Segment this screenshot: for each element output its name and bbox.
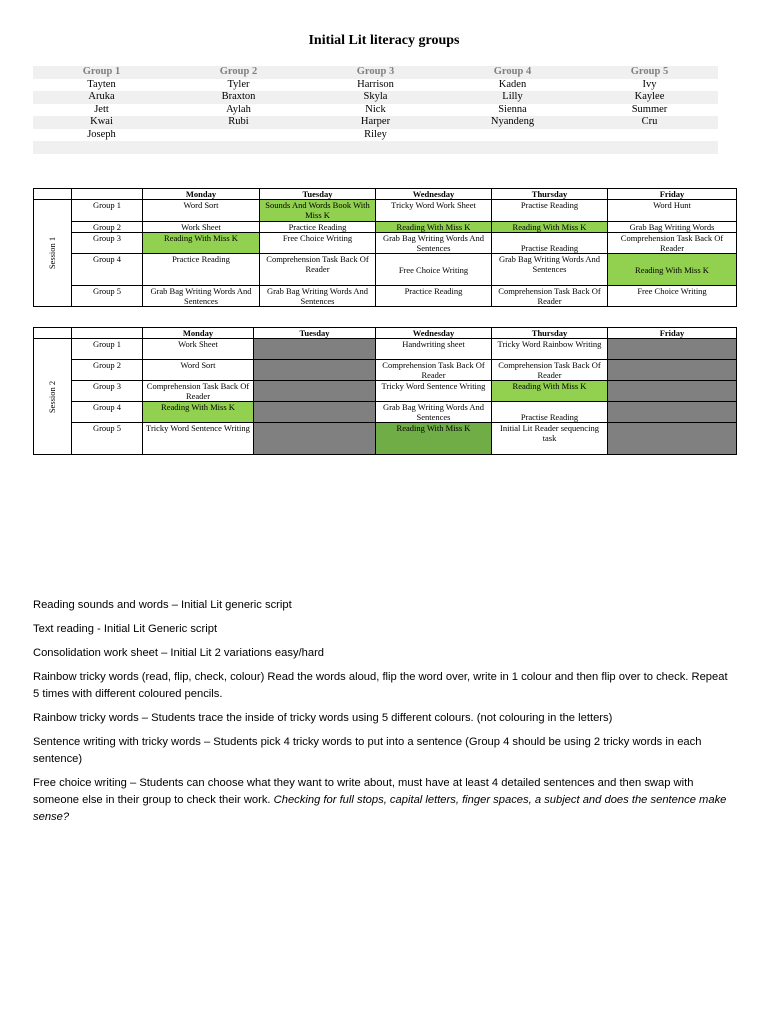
activity-cell: Comprehension Task Back Of Reader xyxy=(492,360,608,381)
schedule-row xyxy=(34,423,737,455)
groups-header-row xyxy=(33,66,718,79)
group-label: Group 4 xyxy=(72,402,143,423)
activity-cell: Reading With Miss K xyxy=(492,222,608,233)
activity-cell: Initial Lit Reader sequencing task xyxy=(492,423,608,455)
day-header: Tuesday xyxy=(254,328,376,339)
group-header: Group 1 xyxy=(82,66,121,77)
note-item xyxy=(33,669,733,703)
schedule-row xyxy=(34,233,737,254)
day-header: Wednesday xyxy=(376,328,492,339)
student-name: Rubi xyxy=(228,116,249,127)
group-header: Group 4 xyxy=(493,66,532,77)
session-label xyxy=(34,339,72,455)
student-name: Cru xyxy=(641,116,658,127)
schedule-row xyxy=(34,286,737,307)
groups-row xyxy=(33,91,718,104)
schedule-row xyxy=(34,381,737,402)
day-header: Thursday xyxy=(492,189,608,200)
groups-row xyxy=(33,141,718,154)
activity-cell: Practise Reading xyxy=(492,233,608,254)
schedule-row xyxy=(34,200,737,222)
activity-cell: Reading With Miss K xyxy=(143,402,254,423)
student-name xyxy=(581,141,718,154)
group-label: Group 1 xyxy=(72,200,143,222)
student-name: Summer xyxy=(631,103,668,115)
activity-cell: Reading With Miss K xyxy=(143,233,260,254)
activity-cell: Handwriting sheet xyxy=(376,339,492,360)
note-text: Consolidation work sheet – Initial Lit 2 variations easy/hard xyxy=(33,647,325,659)
activity-cell xyxy=(254,360,376,381)
activity-cell xyxy=(608,381,737,402)
activity-cell: Grab Bag Writing Words And Sentences xyxy=(492,254,608,286)
group-label: Group 4 xyxy=(72,254,143,286)
note-item xyxy=(33,775,733,826)
group-label: Group 2 xyxy=(72,222,143,233)
student-name: Kaden xyxy=(498,78,527,90)
session-1-table xyxy=(33,188,737,307)
group-header: Group 3 xyxy=(356,66,395,77)
student-name xyxy=(444,129,581,142)
activity-cell: Practise Reading xyxy=(492,402,608,423)
note-item xyxy=(33,645,733,662)
activity-cell: Reading With Miss K xyxy=(376,222,492,233)
student-name xyxy=(581,129,718,142)
activity-cell: Reading With Miss K xyxy=(608,254,737,286)
student-name xyxy=(307,141,444,154)
activity-cell xyxy=(608,402,737,423)
schedule-row xyxy=(34,222,737,233)
day-header: Friday xyxy=(608,189,737,200)
activity-cell: Reading With Miss K xyxy=(376,423,492,455)
activity-cell: Grab Bag Writing Words And Sentences xyxy=(376,233,492,254)
groups-table xyxy=(33,66,718,154)
page-title: Initial Lit literacy groups xyxy=(308,33,460,48)
student-name: Lilly xyxy=(502,91,523,102)
day-header: Monday xyxy=(143,328,254,339)
note-italic-text: Checking for full stops, capital letters, finger spaces, a subject and does the sentence make sense? xyxy=(33,794,727,823)
day-header: Monday xyxy=(143,189,260,200)
activity-cell: Comprehension Task Back Of Reader xyxy=(260,254,376,286)
session-label-text: Session 1 xyxy=(47,236,58,270)
day-header: Wednesday xyxy=(376,189,492,200)
activity-cell: Word Sort xyxy=(143,200,260,222)
activity-cell xyxy=(608,360,737,381)
student-name xyxy=(170,141,307,154)
student-name: Nick xyxy=(365,103,386,115)
activity-cell xyxy=(254,402,376,423)
activity-cell xyxy=(254,339,376,360)
activity-cell: Grab Bag Writing Words And Sentences xyxy=(260,286,376,307)
student-name: Jett xyxy=(94,103,109,115)
activity-cell: Practise Reading xyxy=(492,200,608,222)
student-name xyxy=(170,129,307,142)
student-name: Skyla xyxy=(363,91,388,102)
note-text: Reading sounds and words – Initial Lit generic script xyxy=(33,599,292,611)
student-name: Tyler xyxy=(227,78,250,90)
activity-cell: Tricky Word Rainbow Writing xyxy=(492,339,608,360)
group-label: Group 1 xyxy=(72,339,143,360)
group-label: Group 3 xyxy=(72,233,143,254)
activity-cell: Free Choice Writing xyxy=(376,254,492,286)
activity-cell xyxy=(254,423,376,455)
student-name: Harper xyxy=(360,116,391,127)
group-label: Group 3 xyxy=(72,381,143,402)
note-item xyxy=(33,597,733,614)
session-label xyxy=(34,200,72,307)
activity-cell: Grab Bag Writing Words xyxy=(608,222,737,233)
student-name: Riley xyxy=(364,128,387,140)
student-name: Tayten xyxy=(87,78,116,90)
activity-notes xyxy=(33,597,733,833)
group-label: Group 5 xyxy=(72,286,143,307)
student-name: Braxton xyxy=(221,91,256,102)
group-label: Group 5 xyxy=(72,423,143,455)
activity-cell: Word Sort xyxy=(143,360,254,381)
activity-cell: Tricky Word Sentence Writing xyxy=(143,423,254,455)
student-name: Kwai xyxy=(90,116,113,127)
student-name: Aylah xyxy=(226,103,251,115)
activity-cell: Work Sheet xyxy=(143,222,260,233)
student-name xyxy=(33,141,170,154)
activity-cell: Comprehension Task Back Of Reader xyxy=(492,286,608,307)
student-name: Aruka xyxy=(88,91,115,102)
activity-cell: Tricky Word Sentence Writing xyxy=(376,381,492,402)
activity-cell xyxy=(608,339,737,360)
session-2-table xyxy=(33,327,737,455)
schedule-row xyxy=(34,402,737,423)
groups-row xyxy=(33,104,718,117)
corner-cell xyxy=(34,328,72,339)
activity-cell: Free Choice Writing xyxy=(608,286,737,307)
activity-cell: Practice Reading xyxy=(143,254,260,286)
note-item xyxy=(33,734,733,768)
note-text: Sentence writing with tricky words – Students pick 4 tricky words to put into a sentence (Group 4 should be using 2 tricky words in each sentence) xyxy=(33,736,702,765)
schedule-row xyxy=(34,254,737,286)
activity-cell: Practice Reading xyxy=(260,222,376,233)
activity-cell: Tricky Word Work Sheet xyxy=(376,200,492,222)
activity-cell: Comprehension Task Back Of Reader xyxy=(376,360,492,381)
activity-cell xyxy=(608,423,737,455)
note-text: Free choice writing – Students can choose what they want to write about, must have at least 4 detailed sentences and then swap with someone else in their group to check their work. xyxy=(33,777,694,806)
activity-cell xyxy=(254,381,376,402)
student-name: Kaylee xyxy=(634,91,665,102)
student-name: Nyandeng xyxy=(490,116,535,127)
corner-cell xyxy=(34,189,72,200)
student-name: Harrison xyxy=(357,78,394,90)
groups-row xyxy=(33,129,718,142)
corner-cell xyxy=(72,328,143,339)
activity-cell: Comprehension Task Back Of Reader xyxy=(608,233,737,254)
activity-cell: Reading With Miss K xyxy=(492,381,608,402)
activity-cell: Word Hunt xyxy=(608,200,737,222)
group-header: Group 5 xyxy=(630,66,669,77)
activity-cell: Free Choice Writing xyxy=(260,233,376,254)
schedule-row xyxy=(34,360,737,381)
student-name: Ivy xyxy=(642,78,657,90)
note-text: Text reading - Initial Lit Generic script xyxy=(33,623,218,635)
activity-cell: Grab Bag Writing Words And Sentences xyxy=(376,402,492,423)
schedule-row xyxy=(34,339,737,360)
activity-cell: Work Sheet xyxy=(143,339,254,360)
day-header: Friday xyxy=(608,328,737,339)
session-label-text: Session 2 xyxy=(47,380,58,413)
student-name: Sienna xyxy=(498,103,527,115)
day-header: Thursday xyxy=(492,328,608,339)
student-name xyxy=(444,141,581,154)
note-text: Rainbow tricky words (read, flip, check, colour) Read the words aloud, flip the word over, write in 1 colour and then flip over to check. Repeat 5 times with different coloured pencils. xyxy=(33,671,728,700)
activity-cell: Sounds And Words Book With Miss K xyxy=(260,200,376,222)
student-name: Joseph xyxy=(87,128,116,140)
activity-cell: Practice Reading xyxy=(376,286,492,307)
note-item xyxy=(33,710,733,727)
group-label: Group 2 xyxy=(72,360,143,381)
group-header: Group 2 xyxy=(219,66,258,77)
corner-cell xyxy=(72,189,143,200)
activity-cell: Comprehension Task Back Of Reader xyxy=(143,381,254,402)
day-header: Tuesday xyxy=(260,189,376,200)
note-text: Rainbow tricky words – Students trace the inside of tricky words using 5 different colours. (not colouring in the letters) xyxy=(33,712,613,724)
groups-row xyxy=(33,79,718,92)
activity-cell: Grab Bag Writing Words And Sentences xyxy=(143,286,260,307)
note-item xyxy=(33,621,733,638)
groups-row xyxy=(33,116,718,129)
